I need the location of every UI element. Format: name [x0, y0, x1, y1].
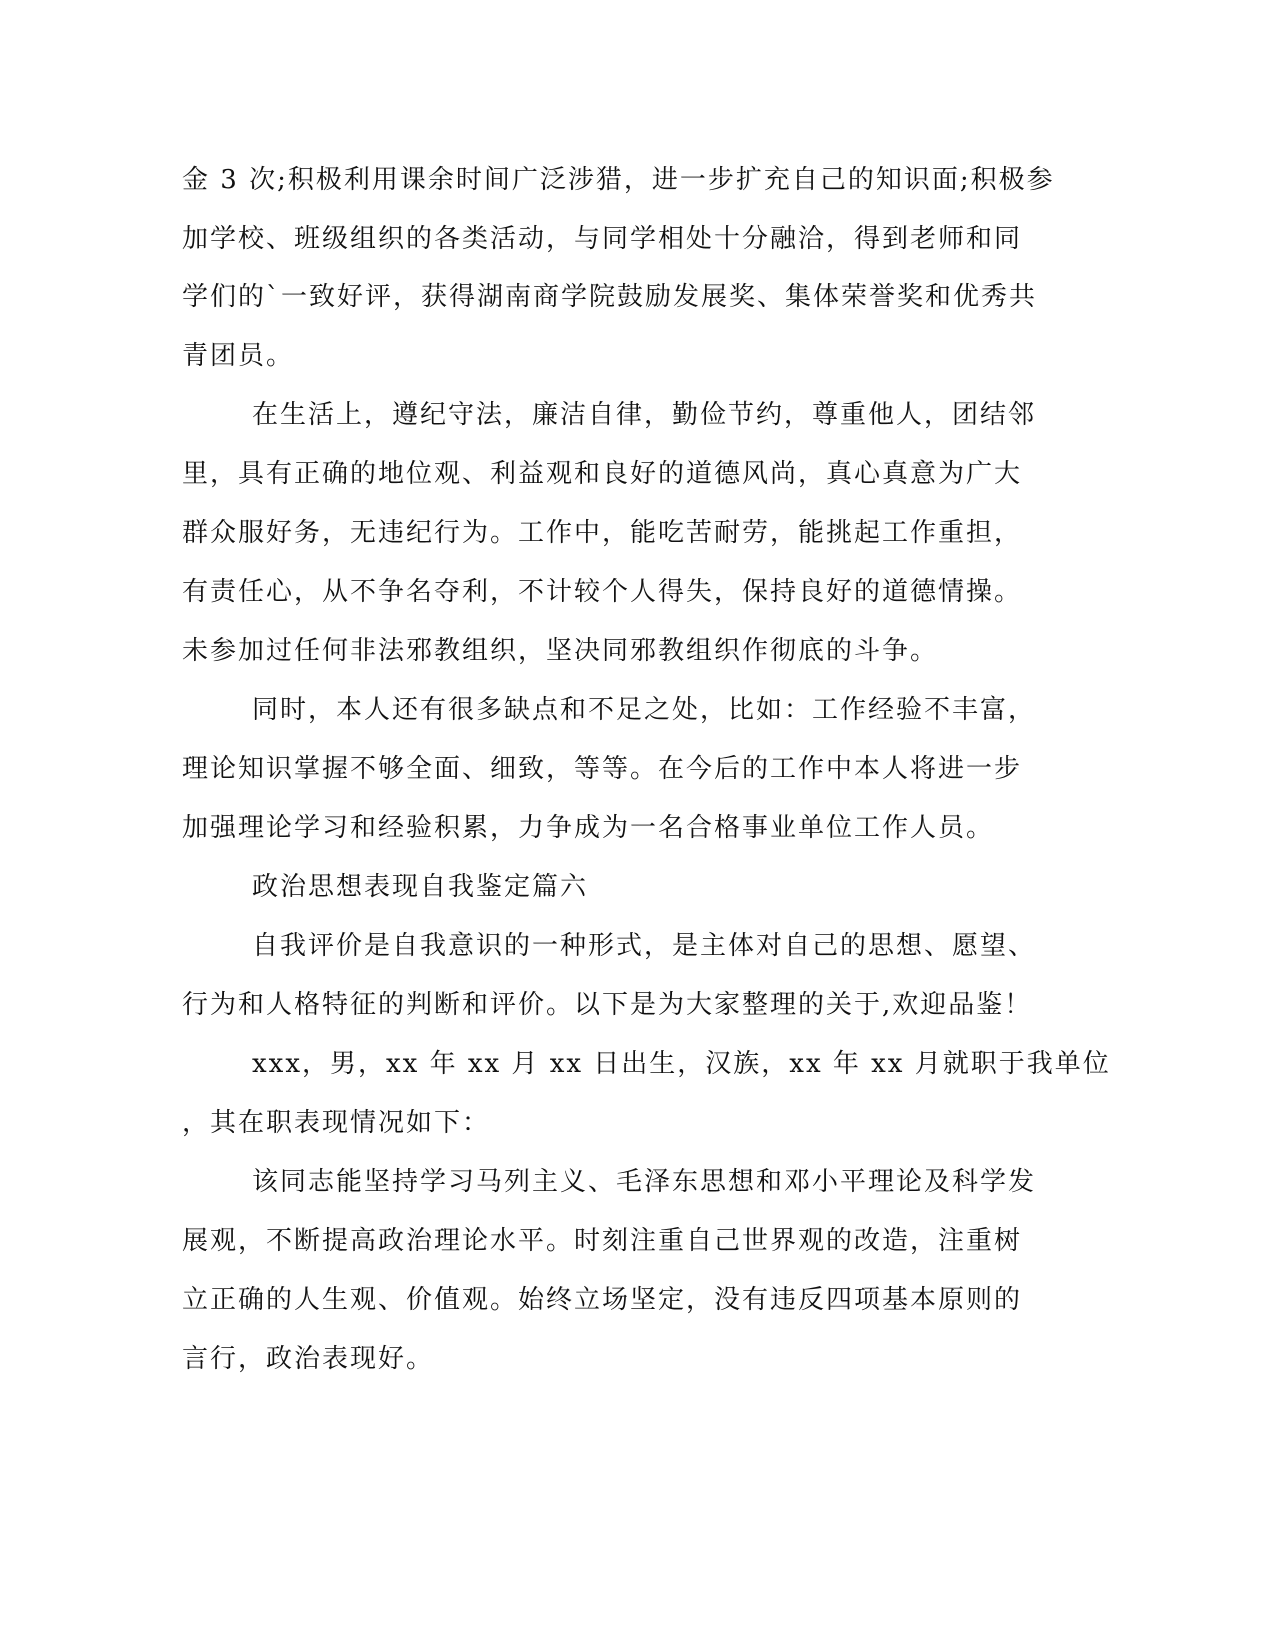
text-line-16: xxx，男，xx 年 xx 月 xx 日出生，汉族，xx 年 xx 月就职于我单位 — [252, 1049, 1111, 1079]
text-line-15: 行为和人格特征的判断和评价。以下是为大家整理的关于,欢迎品鉴！ — [182, 990, 1033, 1020]
text-line-7: 群众服好务，无违纪行为。工作中，能吃苦耐劳，能挑起工作重担， — [182, 518, 1023, 548]
text-line-6: 里，具有正确的地位观、利益观和良好的道德风尚，真心真意为广大 — [182, 459, 1023, 489]
text-line-12: 加强理论学习和经验积累，力争成为一名合格事业单位工作人员。 — [182, 813, 995, 843]
text-line-18: 该同志能坚持学习马列主义、毛泽东思想和邓小平理论及科学发 — [252, 1167, 1037, 1197]
text-line-2: 加学校、班级组织的各类活动，与同学相处十分融洽，得到老师和同 — [182, 224, 1023, 254]
text-line-20: 立正确的人生观、价值观。始终立场坚定，没有违反四项基本原则的 — [182, 1285, 1023, 1315]
text-line-11: 理论知识掌握不够全面、细致，等等。在今后的工作中本人将进一步 — [182, 754, 1023, 784]
text-line-9: 未参加过任何非法邪教组织，坚决同邪教组织作彻底的斗争。 — [182, 636, 939, 666]
text-line-10: 同时，本人还有很多缺点和不足之处，比如：工作经验不丰富， — [252, 695, 1037, 725]
text-line-5: 在生活上，遵纪守法，廉洁自律，勤俭节约，尊重他人，团结邻 — [252, 400, 1037, 430]
text-line-1: 金 3 次;积极利用课余时间广泛涉猎，进一步扩充自己的知识面;积极参 — [182, 165, 1055, 195]
text-line-21: 言行，政治表现好。 — [182, 1344, 435, 1374]
section-heading: 政治思想表现自我鉴定篇六 — [252, 872, 589, 902]
text-line-4: 青团员。 — [182, 341, 295, 371]
text-line-14: 自我评价是自我意识的一种形式，是主体对自己的思想、愿望、 — [252, 931, 1037, 961]
text-line-19: 展观，不断提高政治理论水平。时刻注重自己世界观的改造，注重树 — [182, 1226, 1023, 1256]
text-line-8: 有责任心，从不争名夺利，不计较个人得失，保持良好的道德情操。 — [182, 577, 1023, 607]
text-line-17: ，其在职表现情况如下： — [182, 1108, 491, 1138]
text-line-3: 学们的`一致好评，获得湖南商学院鼓励发展奖、集体荣誉奖和优秀共 — [182, 282, 1038, 312]
